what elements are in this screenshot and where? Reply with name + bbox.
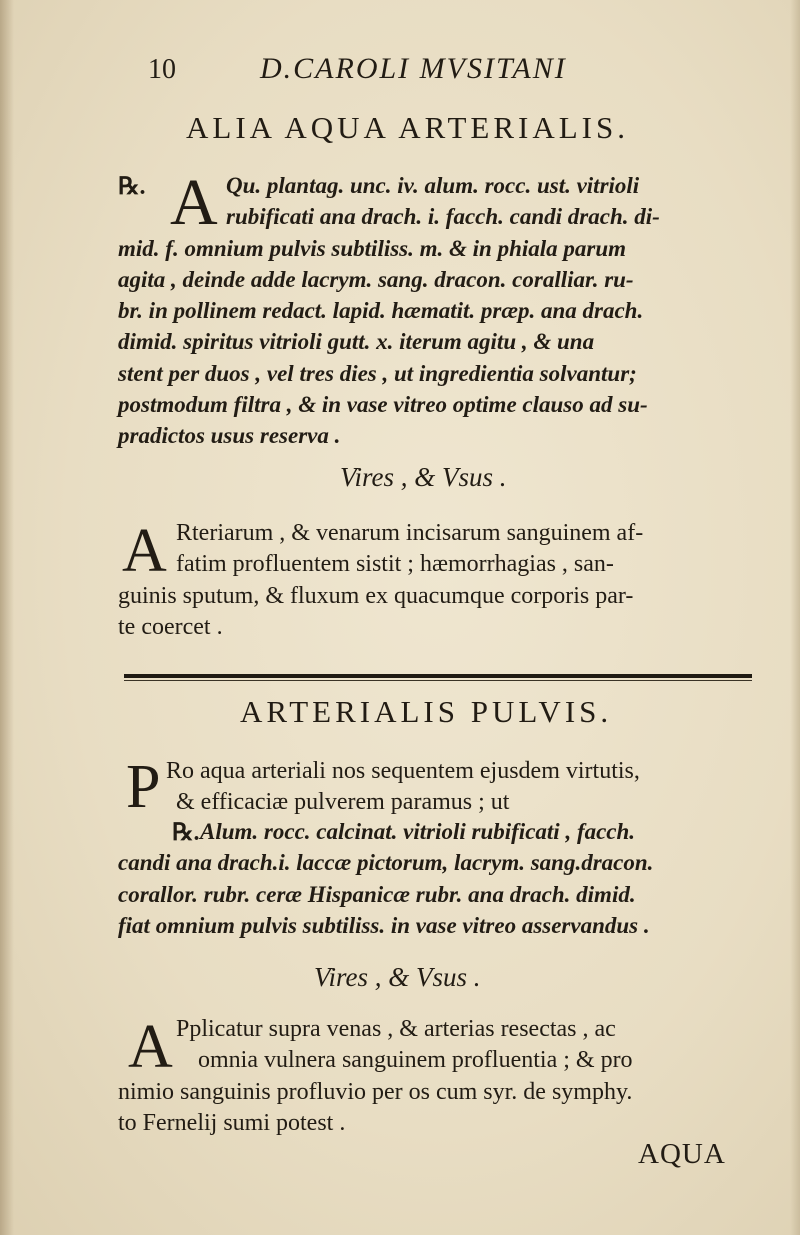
text-line: Ro aqua arteriali nos sequentem ejusdem virtutis, [166,758,640,784]
text-line: fatim profluentem sistit ; hæmorrhagias , san- [176,551,614,578]
page-number: 10 [148,54,176,85]
text-line: Rteriarum , & venarum incisarum sanguinem af- [176,520,644,546]
text-line: pradictos usus reserva . [118,423,341,449]
text-line: candi ana drach.i. laccæ pictorum, lacrym. sang.dracon. [118,850,654,876]
subheading-vires-usus: Vires , & Vsus . [314,962,481,992]
section-heading-arterialis-pulvis: ARTERIALIS PULVIS. [240,694,613,729]
text-line: Pplicatur supra venas , & arterias resectas , ac [176,1016,616,1042]
intro-text-2 [118,753,760,821]
running-head [148,52,648,92]
drop-cap: A [122,517,167,585]
drop-cap: A [170,166,218,239]
text-line: mid. f. omnium pulvis subtiliss. m. & in phiala parum [118,235,627,261]
recipe-text-1 [118,166,760,452]
text-line: postmodum filtra , & in vase vitreo optime clauso ad su- [118,392,648,418]
text-line: omnia vulnera sanguinem profluentia ; & pro [198,1047,633,1074]
text-line: nimio sanguinis profluvio per os cum syr. de symphy. [118,1078,633,1105]
text-line: guinis sputum, & fluxum ex quacumque corporis par- [118,582,634,609]
section-divider-thin [124,680,752,681]
recipe-text-2 [118,816,760,941]
page-edge-shadow [790,0,800,1235]
text-line: agita , deinde adde lacrym. sang. dracon. coralliar. ru- [118,266,634,292]
uses-text-2 [118,1014,760,1139]
text-line: rubificati ana drach. i. facch. candi drach. di- [226,204,660,230]
text-line: & efficaciæ pulverem paramus ; ut [176,789,510,816]
drop-cap: P [126,753,161,821]
drop-cap: A [128,1013,173,1081]
text-line: corallor. rubr. ceræ Hispanicæ rubr. ana drach. dimid. [118,881,636,907]
text-line: stent per duos , vel tres dies , ut ingredientia solvantur; [118,360,637,386]
text-line: to Fernelij sumi potest . [118,1109,346,1136]
text-line: te coercet . [118,613,223,640]
catchword: AQUA [638,1138,726,1170]
section-heading-alia-aqua: ALIA AQUA ARTERIALIS. [186,110,629,145]
text-line: br. in pollinem redact. lapid. hæmatit. præp. ana drach. [118,298,644,324]
recipe-symbol: ℞. [172,820,200,846]
recipe-symbol: ℞. [118,174,146,200]
text-line: Alum. rocc. calcinat. vitrioli rubificati , facch. [200,819,636,844]
text-line: fiat omnium pulvis subtiliss. in vase vitreo asservandus . [118,912,650,938]
text-line: Qu. plantag. unc. iv. alum. rocc. ust. vitrioli [226,173,640,198]
section-divider [124,674,752,678]
page-gutter-shadow [0,0,14,1235]
text-line: dimid. spiritus vitrioli gutt. x. iterum agitu , & una [118,329,595,355]
running-title: D.CAROLI MVSITANI [260,52,567,85]
subheading-vires-usus: Vires , & Vsus . [340,462,507,492]
uses-text-1 [118,518,760,643]
